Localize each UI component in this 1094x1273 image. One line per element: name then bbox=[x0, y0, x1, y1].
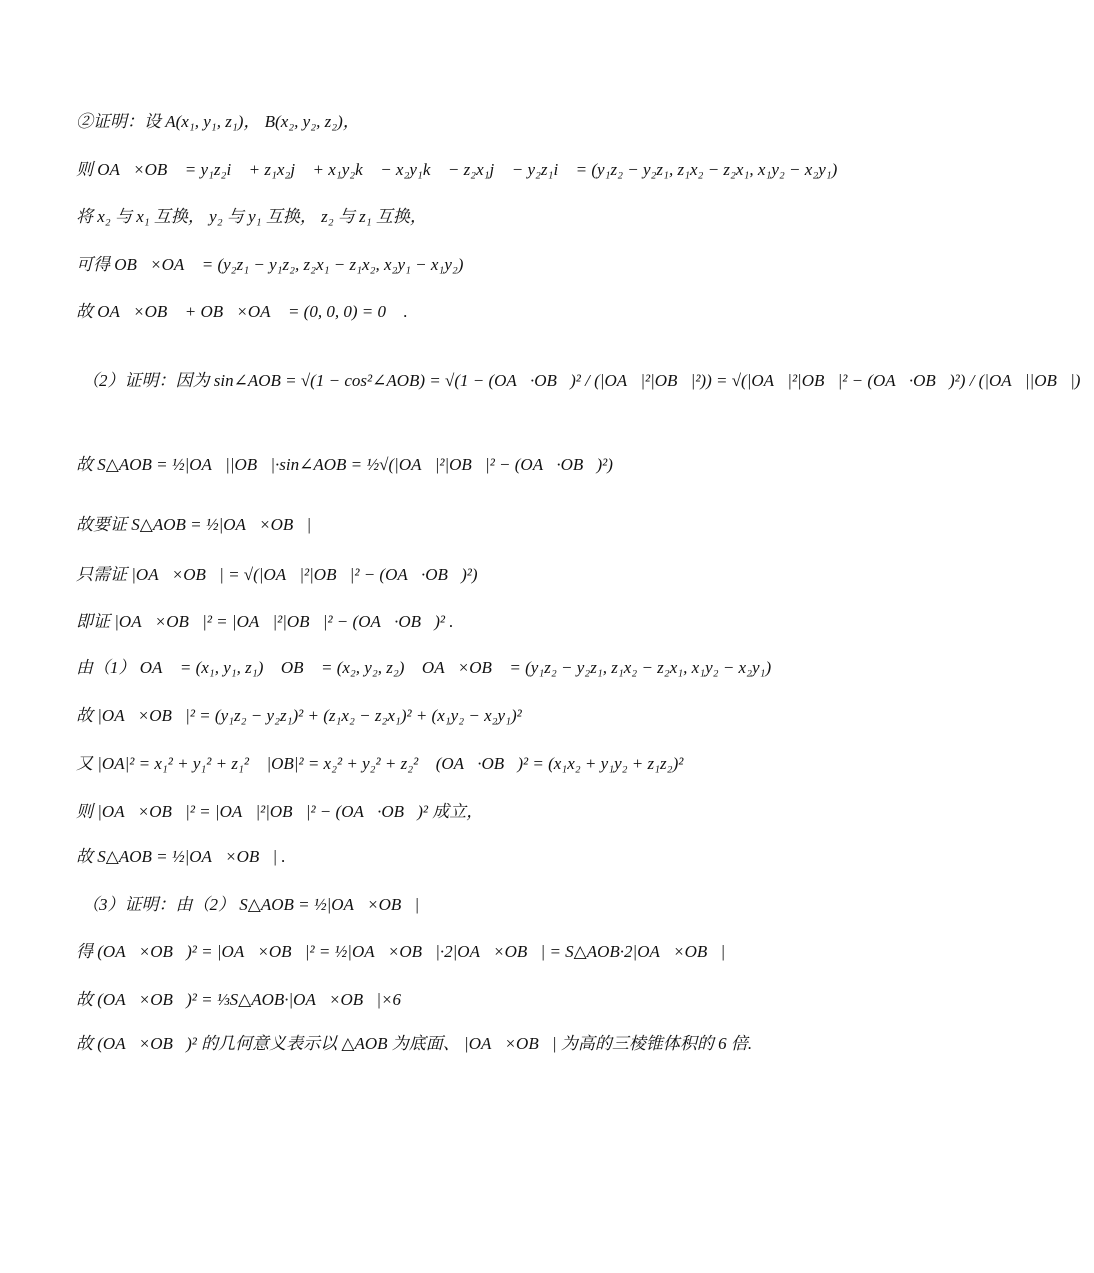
proof-line-2: 则 OA⃗×OB⃗ = y₁z₂i⃗ + z₁x₂j⃗ + x₁y₂k⃗ − x₂y₁k⃗ − z₂x₁j⃗ − y₂z₁i⃗ = (y₁z₂ − y₂z₁, z₁x₂ − z₂x₁, x₁y₂ − x₂y₁)， bbox=[76, 160, 851, 179]
proof-line-17: 得 (OA⃗×OB⃗)² = |OA⃗×OB⃗|² = ½|OA⃗×OB⃗|·2|OA⃗×OB⃗| = S△AOB·2|OA⃗×OB⃗|， bbox=[76, 942, 739, 961]
proof-line-4: 可得 OB⃗×OA⃗ = (y₂z₁ − y₁z₂, z₂x₁ − z₁x₂, x₂y₁ − x₁y₂)， bbox=[76, 255, 477, 274]
proof-line-1: ②证明：设 A(x₁, y₁, z₁)， B(x₂, y₂, z₂)， bbox=[76, 112, 360, 131]
proof-line-9: 只需证 |OA⃗×OB⃗| = √(|OA⃗|²|OB⃗|² − (OA⃗·OB⃗)²)， bbox=[76, 565, 491, 584]
proof-line-12: 故 |OA⃗×OB⃗|² = (y₁z₂ − y₂z₁)² + (z₁x₂ − z₂x₁)² + (x₁y₂ − x₂y₁)²， bbox=[76, 706, 535, 725]
proof-line-3: 将 x₂ 与 x₁ 互换， y₂ 与 y₁ 互换， z₂ 与 z₁ 互换， bbox=[76, 207, 427, 226]
proof-line-14: 则 |OA⃗×OB⃗|² = |OA⃗|²|OB⃗|² − (OA⃗·OB⃗)² 成立， bbox=[76, 802, 484, 821]
proof-line-19: 故 (OA⃗×OB⃗)² 的几何意义表示以 △AOB 为底面、 |OA⃗×OB⃗| 为高的三棱锥体积的 6 倍. bbox=[76, 1034, 753, 1053]
proof-line-16: （3）证明：由（2） S△AOB = ½|OA⃗×OB⃗|， bbox=[82, 895, 433, 914]
proof-line-7: 故 S△AOB = ½|OA⃗||OB⃗|·sin∠AOB = ½√(|OA⃗|²|OB⃗|² − (OA⃗·OB⃗)²)， bbox=[76, 455, 627, 474]
proof-line-6: （2）证明：因为 sin∠AOB = √(1 − cos²∠AOB) = √(1 − (OA⃗·OB⃗)² / (|OA⃗|²|OB⃗|²)) = √(|OA⃗|²|OB⃗|² − (OA⃗·OB⃗)²) / (|OA⃗||OB⃗|)， bbox=[82, 371, 1094, 390]
proof-line-11: 由（1） OA⃗ = (x₁, y₁, z₁)， OB⃗ = (x₂, y₂, z₂)， OA⃗×OB⃗ = (y₁z₂ − y₂z₁, z₁x₂ − z₂x₁, x₁y₂ − x₂y₁)， bbox=[76, 658, 785, 677]
proof-line-15: 故 S△AOB = ½|OA⃗×OB⃗| . bbox=[76, 847, 286, 866]
proof-line-8: 故要证 S△AOB = ½|OA⃗×OB⃗|， bbox=[76, 515, 325, 534]
proof-line-13: 又 |OA|² = x₁² + y₁² + z₁²， |OB|² = x₂² + y₂² + z₂²， (OA⃗·OB⃗)² = (x₁x₂ + y₁y₂ + z₁z₂)²， bbox=[76, 754, 697, 773]
proof-line-5: 故 OA⃗×OB⃗ + OB⃗×OA⃗ = (0, 0, 0) = 0⃗ . bbox=[76, 302, 408, 321]
proof-line-10: 即证 |OA⃗×OB⃗|² = |OA⃗|²|OB⃗|² − (OA⃗·OB⃗)² . bbox=[76, 612, 454, 631]
proof-line-18: 故 (OA⃗×OB⃗)² = ⅓S△AOB·|OA⃗×OB⃗|×6， bbox=[76, 990, 415, 1009]
